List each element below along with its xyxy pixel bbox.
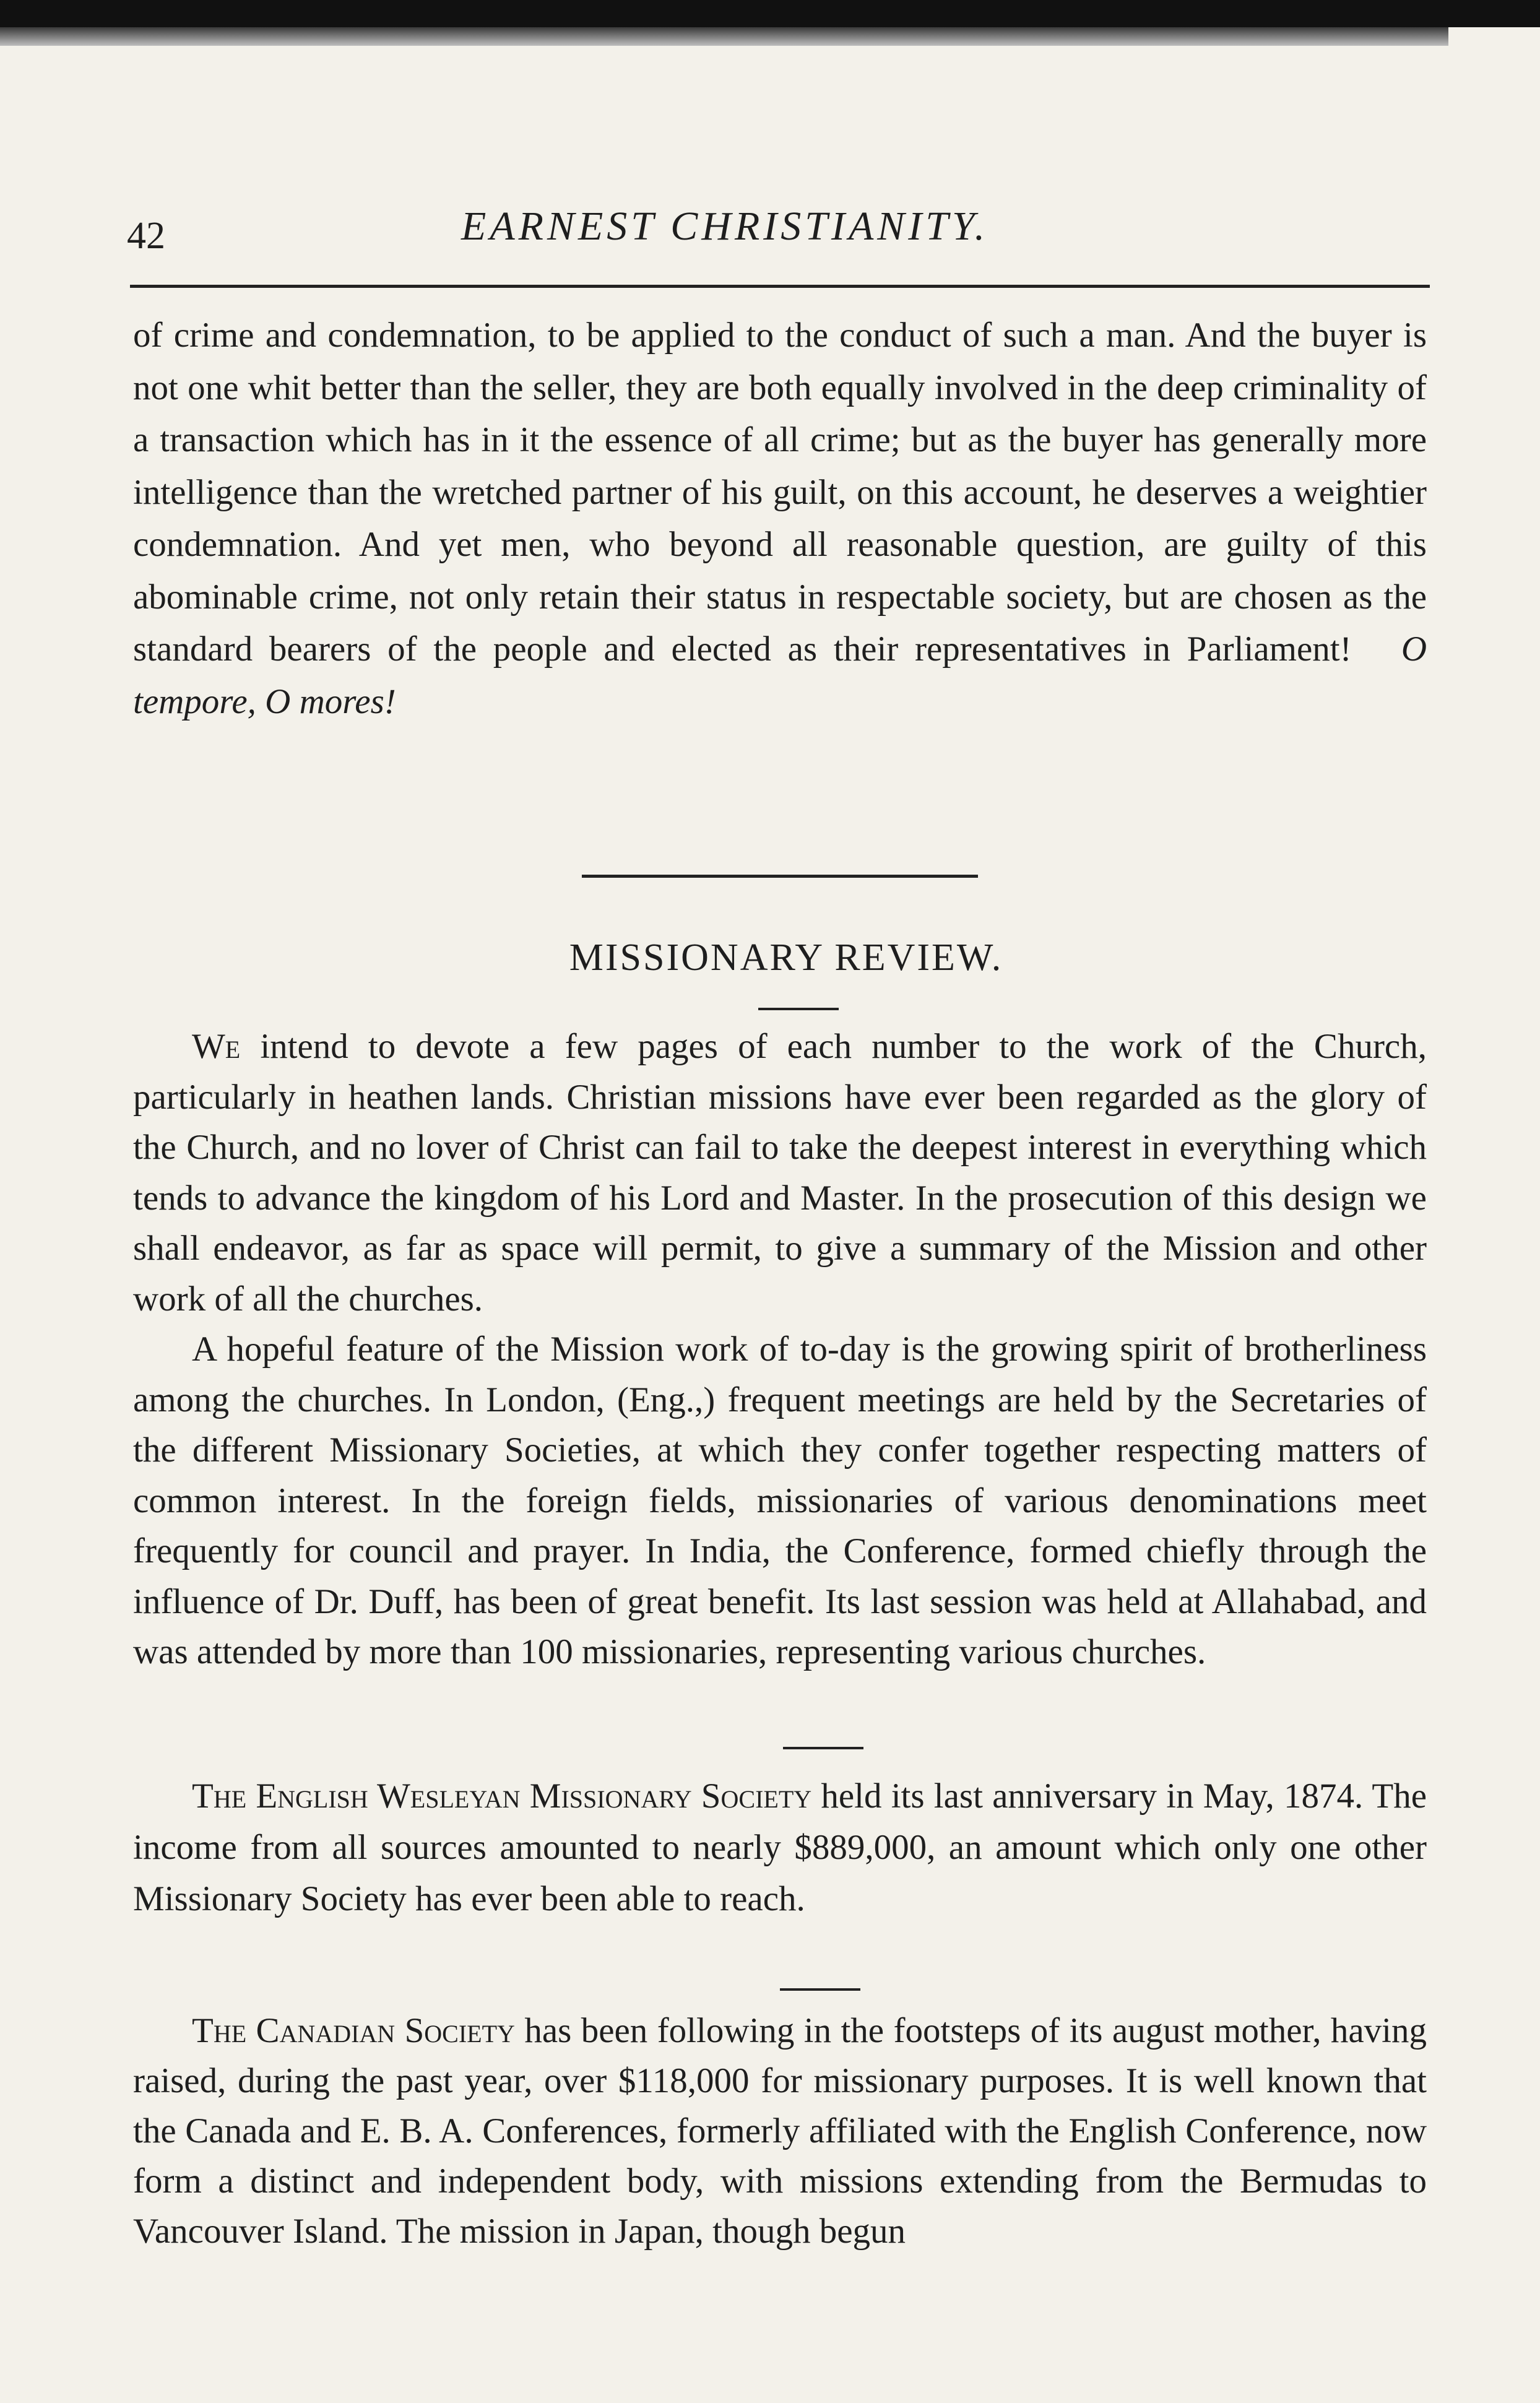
canadian-lead: The Canadian Society [192,2011,515,2050]
intro-paragraphs [133,1021,1427,1678]
paragraph-rule [780,1988,860,1991]
continuation-text: of crime and condemnation, to be applied to the conduct of such a man. And the buyer is not one whit better than the seller, they are both equally involved in the deep criminality of a transaction which has in it the essence of all crime; but as the buyer has generally more intelligence than the wretched partner of his guilt, on this account, he deserves a weightier condemnation. And yet men, who beyond all reasonable question, are guilty of this abominable crime, not only retain their status in respectable society, but are chosen as the standard bearers of the people and elected as their representatives in Parliament! [133,316,1427,669]
paragraph-intro [133,1021,1427,1324]
wesleyan-text: held its last anniversary in May, 1874. The income from all sources amounted to nearly $889,000, an amount which only one other Missionary Society has ever been able to reach. [133,1777,1427,1918]
header-rule [130,285,1430,288]
running-title: EARNEST CHRISTIANITY. [461,204,989,249]
paragraph-brotherliness: A hopeful feature of the Mission work of to-day is the growing spirit of brotherliness among the churches. In London, (Eng.,) frequent meetings are held by the Secretaries of the different Missionary Societies, at which they confer together respecting matters of common interest. In the foreign fields, missionaries of various denominations meet frequently for council and prayer. In India, the Conference, formed chiefly through the influence of Dr. Duff, has been of great benefit. Its last session was held at Allahabad, and was attended by more than 100 missionaries, representing various churches. [133,1330,1427,1671]
paragraph-rule [783,1747,863,1749]
section-divider-rule [582,875,978,878]
canadian-paragraph [133,2006,1427,2256]
title-rule [758,1008,839,1010]
drop-lead: We [192,1027,241,1066]
wesleyan-paragraph [133,1770,1427,1925]
section-title: MISSIONARY REVIEW. [569,937,1003,979]
canadian-text: has been following in the footsteps of its august mother, having raised, during the past year, over $118,000 for missionary purposes. It is well known that the Canada and E. B. A. Conferences, formerly affiliated with the English Conference, now form a distinct and independent body, with missions extending from the Bermudas to Vancouver Island. The mission in Japan, though begun [133,2011,1427,2251]
wesleyan-lead: The English Wesleyan Missionary Society [192,1777,812,1816]
paragraph-intro-text: intend to devote a few pages of each number to the work of the Church, particularly in heathen lands. Christian missions have ever been regarded as the glory of the Church, and no lover of Christ can fail to take the deepest interest in everything which tends to advance the kingdom of his Lord and Master. In the prosecution of this design we shall endeavor, as far as space will permit, to give a summary of the Mission and other work of all the churches. [133,1027,1427,1318]
page-number: 42 [127,215,165,257]
latin-exclamation: O tempore, O mores! [133,630,1427,721]
running-head [127,197,1433,265]
continuation-paragraph [133,310,1427,728]
